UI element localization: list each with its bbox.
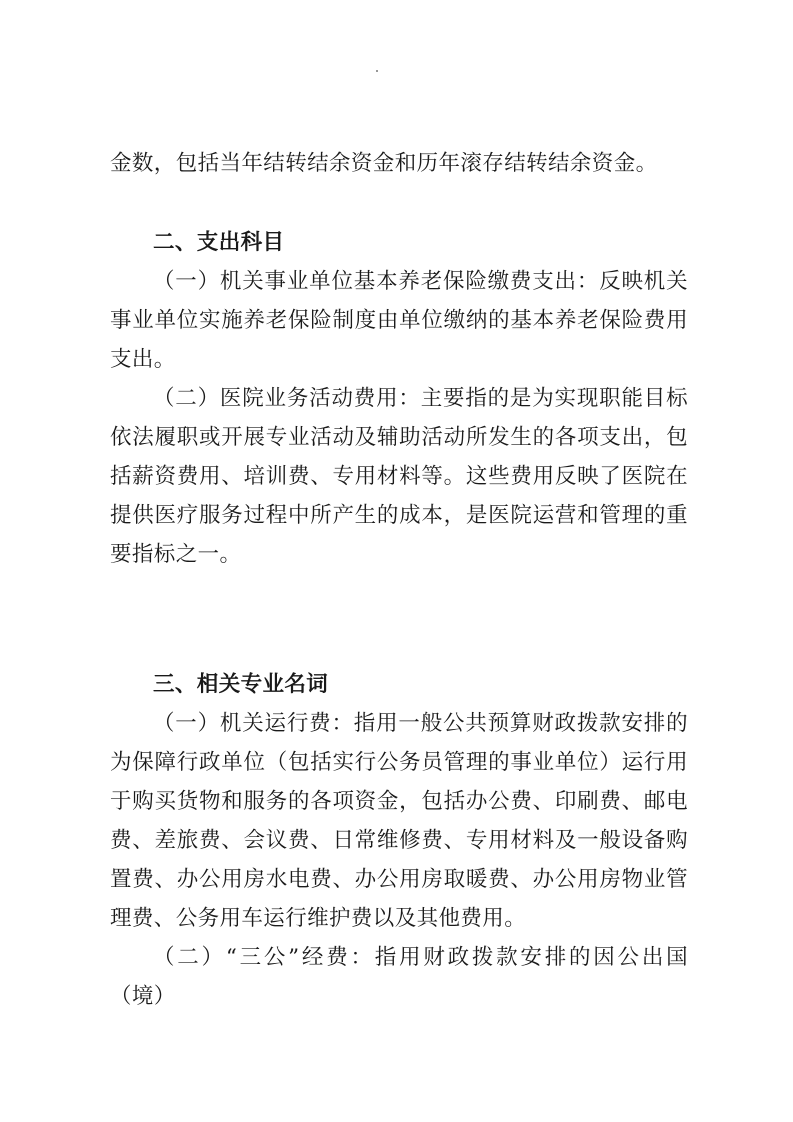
section-heading-terms: 三、相关专业名词 <box>153 672 329 697</box>
scan-speck <box>376 70 378 72</box>
paragraph-three-public-funds: （二）“三公”经费：指用财政拨款安排的因公出国（境） <box>110 945 688 1009</box>
continuation-paragraph: 金数，包括当年结转结余资金和历年滚存结转结余资金。 <box>110 151 658 176</box>
section-heading-expenditure: 二、支出科目 <box>153 230 285 255</box>
paragraph-pension-contribution: （一）机关事业单位基本养老保险缴费支出：反映机关事业单位实施养老保险制度由单位缴纳的基本养老保险费用支出。 <box>110 269 688 372</box>
paragraph-hospital-expenses: （二）医院业务活动费用：主要指的是为实现职能目标依法履职或开展专业活动及辅助活动所发生的各项支出，包括薪资费用、培训费、专用材料等。这些费用反映了医院在提供医疗服务过程中所产生的成本，是医院运营和管理的重要指标之一。 <box>110 386 688 567</box>
paragraph-operating-cost: （一）机关运行费：指用一般公共预算财政拨款安排的为保障行政单位（包括实行公务员管理的事业单位）运行用于购买货物和服务的各项资金，包括办公费、印刷费、邮电费、差旅费、会议费、日常维修费、专用材料及一般设备购置费、办公用房水电费、办公用房取暖费、办公用房物业管理费、公务用车运行维护费以及其他费用。 <box>110 711 688 931</box>
